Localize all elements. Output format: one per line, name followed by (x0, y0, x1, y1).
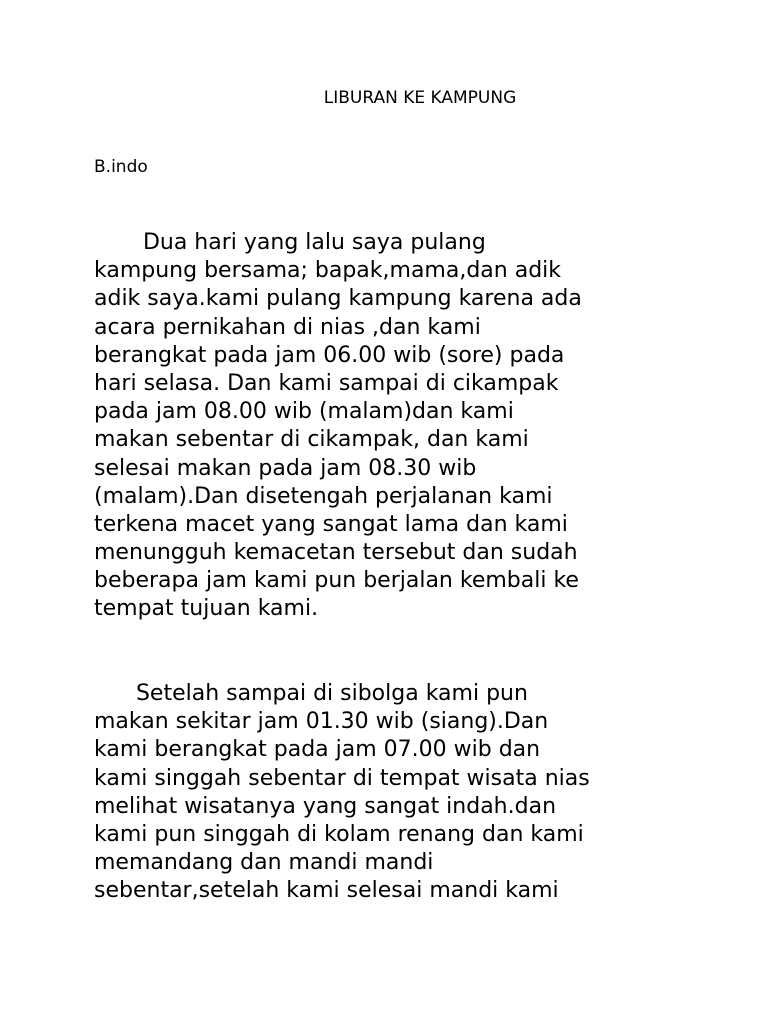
paragraph-line: hari selasa. Dan kami sampai di cikampak (94, 370, 559, 396)
paragraph-line: acara pernikahan di nias ,dan kami (94, 314, 481, 340)
paragraph-line: melihat wisatanya yang sangat indah.dan (94, 793, 557, 819)
paragraph-line: makan sekitar jam 01.30 wib (siang).Dan (94, 709, 549, 735)
paragraph-line: memandang dan mandi mandi (94, 850, 434, 876)
paragraph-line: tempat tujuan kami. (94, 596, 319, 622)
document-subject: B.indo (94, 157, 148, 177)
paragraph-line: beberapa jam kami pun berjalan kembali ke (94, 568, 579, 594)
paragraph-line: (malam).Dan disetengah perjalanan kami (94, 483, 553, 509)
paragraph-line: Setelah sampai di sibolga kami pun (94, 681, 528, 706)
paragraph-line: kami singgah sebentar di tempat wisata nias (94, 765, 590, 791)
paragraph-line: kami pun singgah di kolam renang dan kami (94, 821, 584, 847)
paragraph-line: pada jam 08.00 wib (malam)dan kami (94, 399, 514, 425)
paragraph-line: sebentar,setelah kami selesai mandi kami (94, 878, 559, 904)
paragraph-line: menungguh kemacetan tersebut dan sudah (94, 540, 578, 566)
paragraph-line: adik saya.kami pulang kampung karena ada (94, 286, 582, 312)
paragraph-line: terkena macet yang sangat lama dan kami (94, 511, 568, 537)
paragraph-line: berangkat pada jam 06.00 wib (sore) pada (94, 342, 565, 368)
paragraph-line: kami berangkat pada jam 07.00 wib dan (94, 737, 541, 763)
paragraph-line: makan sebentar di cikampak, dan kami (94, 427, 529, 453)
paragraph-line: selesai makan pada jam 08.30 wib (94, 455, 477, 481)
paragraph-1 (94, 229, 582, 624)
document-title: LIBURAN KE KAMPUNG (323, 88, 517, 108)
paragraph-2 (94, 680, 590, 906)
paragraph-line: kampung bersama; bapak,mama,dan adik (94, 258, 562, 284)
paragraph-line: Dua hari yang lalu saya pulang (94, 230, 486, 255)
